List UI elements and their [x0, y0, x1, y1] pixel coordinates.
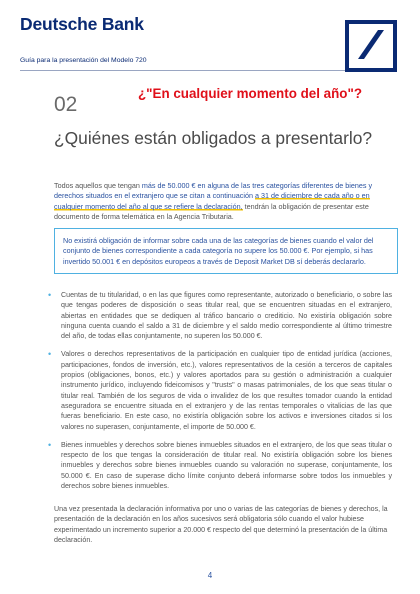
intro-paragraph — [54, 181, 400, 222]
section-number: 02 — [54, 93, 78, 116]
slash-logo-icon — [349, 24, 393, 68]
deutsche-bank-logo-icon — [345, 20, 397, 72]
bullet-icon: • — [48, 349, 52, 360]
list-item-text: Cuentas de tu titularidad, o en las que figures como representante, autorizado o beneficiario, o sobre las que tengas poderes de disposición o seas titular real, que se encuentren situadas en el extranjero, abiertas en entidades que se dediquen al tráfico bancario o crediticio. No existiría obligación sobre ninguna cuenta cuando el saldo a 31 de diciembre y el saldo medio correspondiente al último trimestre del año, de todas ellas conjuntamente, no superen los 50.000 €. — [61, 291, 392, 341]
list-item — [46, 349, 392, 431]
list-item-text: Bienes inmuebles y derechos sobre bienes inmuebles situados en el extranjero, de los que seas titular o respecto de los que tengas la consideración de titular real. No existiría obligación sobre los bienes inmuebles y derechos sobre bienes inmuebles cuando su valoración no superase, conjuntamente, los 50.000 €. En caso de superase dicho límite conjunto deberá informarse sobre todos los inmuebles y derechos sobre bienes inmuebles. — [61, 440, 392, 491]
list-item — [46, 440, 392, 491]
info-note-text: No existirá obligación de informar sobre cada una de las categorías de bienes cuando el valor del conjunto de bienes correspondiente a cada categoría no supere los 50.000 €. Por ejemplo, si has invertido 50.001 € en depósitos europeos a través de Deposit Market DB sí deberás declararlo. — [63, 236, 374, 266]
list-item-text: Valores o derechos representativos de la participación en cualquier tipo de entidad jurídica (acciones, participaciones, fondos de inversión, etc.), valores representativos de la cesión a terceros de capitales propios (obligaciones, bonos, etc.) y valores aportados para su gestión o administración a cualquier instrumento jurídico, incluyendo fideicomisos y "trusts" o masas patrimoniales, de los que seas titular o titular real. También de los seguros de vida o invalidez de los que resultes tomador cuando la entidad aseguradora se encuentre situada en el extranjero y de las rentas temporales o vitalicias de las que fueras beneficiario. En este caso, no existiría obligación sobre los activos e inversiones citados si los valores no superasen, conjuntamente, el importe de 50.000 €. — [61, 350, 392, 431]
obligation-list — [46, 290, 392, 499]
header-divider — [20, 70, 388, 71]
intro-underlined-text: a 31 de diciembre de cada año o en cualquier momento del año al que se refiere la declaración, — [54, 191, 370, 211]
info-note-box — [54, 228, 398, 274]
bullet-icon: • — [48, 439, 52, 450]
bullet-icon: • — [48, 290, 52, 300]
handwritten-annotation: ¿"En cualquier momento del año"? — [138, 86, 362, 101]
intro-text-1: Todos aquellos que tengan — [54, 181, 142, 190]
intro-text-2: tendrán la obligación de presentar este documento de forma telemática en la Agencia Tributaria. — [54, 201, 369, 221]
closing-paragraph: Una vez presentada la declaración informativa por uno o varias de las categorías de bienes y derechos, la presentación de la declaración en los años sucesivos será obligatoria sólo cuando el valor hubiese experimentado un incremento superior a 20.000 € respecto del que determinó la presentación de la última declaración. — [54, 505, 388, 544]
intro-highlight-text: más de 50.000 € en alguna de las tres categorías diferentes de bienes y derechos situados en el extranjero que se citan a continuación — [54, 181, 373, 201]
page-number: 4 — [207, 571, 213, 580]
section-title: ¿Quiénes están obligados a presentarlo? — [54, 128, 373, 148]
list-item — [46, 290, 392, 341]
guide-title: Guía para la presentación del Modelo 720 — [20, 57, 147, 64]
brand-name: Deutsche Bank — [20, 14, 144, 34]
